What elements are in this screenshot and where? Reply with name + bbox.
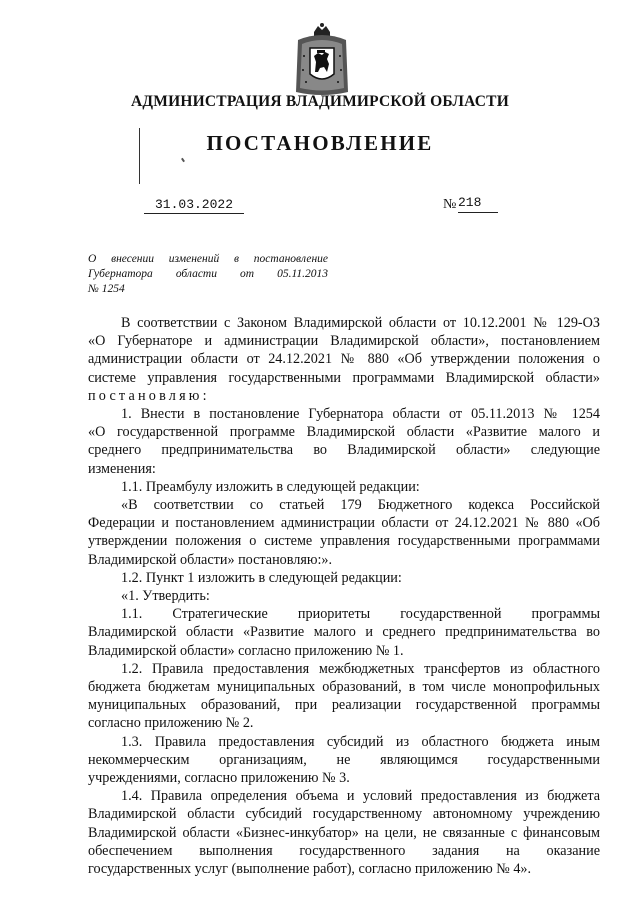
body-line: системе управления государственными программами Владимирской области» (88, 369, 600, 386)
body-line: Владимирской области» постановляю:». (88, 551, 333, 568)
subject-line: Губернатора области от 05.11.2013 (88, 268, 328, 280)
subject-line: № 1254 (88, 283, 125, 295)
body-line: 1.1. Преамбулу изложить в следующей редакции: (121, 478, 420, 495)
body-line: 1. Внести в постановление Губернатора области от 05.11.2013 № 1254 (121, 406, 600, 423)
coat-of-arms-emblem (292, 22, 352, 98)
body-line: 1.2. Пункт 1 изложить в следующей редакции: (121, 569, 402, 586)
body-line: постановляю: (88, 387, 210, 404)
document-date: 31.03.2022 (144, 197, 244, 214)
document-body (88, 314, 600, 878)
body-line: 1.2. Правила предоставления межбюджетных трансфертов из областного (121, 660, 600, 677)
margin-mark (139, 128, 140, 184)
body-line: среднего предпринимательства во Владимирской области» следующие (88, 442, 600, 459)
body-line: «1. Утвердить: (121, 588, 210, 605)
organization-title: АДМИНИСТРАЦИЯ ВЛАДИМИРСКОЙ ОБЛАСТИ (131, 93, 509, 110)
body-line: утверждении положения о системе управления государственными программами (88, 533, 600, 550)
body-line: изменения: (88, 460, 156, 477)
body-line: Владимирской области субсидий государственному автономному учреждению (88, 806, 600, 823)
subject-line: О внесении изменений в постановление (88, 253, 328, 265)
body-line: Федерации и постановлением администрации области от 24.12.2021 № 880 «Об (88, 515, 600, 532)
body-line: администрации области от 24.12.2021 № 880 «Об утверждении положения о (88, 351, 600, 368)
body-line: Владимирской области «Развитие малого и среднего предпринимательства во (88, 624, 600, 641)
document-type-title: ПОСТАНОВЛЕНИЕ (206, 131, 434, 155)
body-line: учреждениями, согласно приложению № 3. (88, 770, 350, 787)
body-line: 1.1. Стратегические приоритеты государственной программы (121, 606, 600, 623)
body-line: 1.3. Правила предоставления субсидий из областного бюджета иным (121, 733, 600, 750)
body-line: некоммерческим организациям, не являющимся государственными (88, 751, 600, 768)
body-line: Владимирской области» согласно приложению № 1. (88, 642, 404, 659)
body-line: «О Губернаторе и администрации Владимирской области», постановлением (88, 333, 600, 350)
body-line: 1.4. Правила определения объема и условий предоставления из бюджета (121, 788, 600, 805)
number-label: № (443, 197, 457, 212)
document-number: 218 (458, 195, 498, 213)
body-line: согласно приложению № 2. (88, 715, 254, 732)
body-line: «В соответствии со статьей 179 Бюджетного кодекса Российской (121, 497, 600, 514)
body-line: В соответствии с Законом Владимирской области от 10.12.2001 № 129-ОЗ (121, 315, 600, 331)
body-line: бюджета бюджетам муниципальных образований, в том числе монопрофильных (88, 679, 600, 696)
body-line: государственных услуг (выполнение работ), согласно приложению № 4». (88, 861, 532, 878)
body-line: обеспечением выполнения государственного задания на оказание (88, 842, 600, 859)
body-line: «О государственной программе Владимирской области «Развитие малого и (88, 424, 600, 441)
body-line: муниципальных образований, при реализации государственной программы (88, 697, 600, 714)
subject-block (88, 252, 328, 297)
scan-speck (181, 158, 185, 162)
body-line: Владимирской области «Бизнес-инкубатор» на цели, не связанные с финансовым (88, 824, 600, 841)
